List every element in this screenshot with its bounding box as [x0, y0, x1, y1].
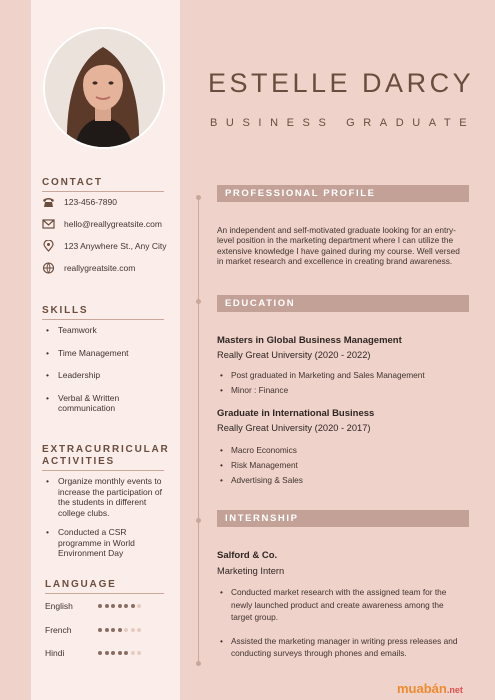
rating-dot	[118, 628, 122, 632]
profile-text: An independent and self-motivated graduate looking for an entry-level position in the marketing department where I can utilize the extensive knowledge I have gained during my course. Well versed in market research and excellence in creating brand awareness.	[217, 225, 460, 267]
degree-point: • Macro Economics	[220, 445, 470, 455]
contact-address	[42, 239, 177, 253]
degree-point: • Advertising & Sales	[220, 475, 470, 485]
skill-item: • Time Management	[46, 348, 166, 359]
language-name: French	[45, 625, 72, 635]
address-text: 123 Anywhere St., Any City	[64, 241, 167, 251]
rating-dot	[131, 604, 135, 608]
rating-dot	[137, 604, 141, 608]
timeline-line	[198, 195, 199, 665]
internship-points	[220, 586, 460, 660]
rating-dot	[118, 604, 122, 608]
language-name: English	[45, 601, 73, 611]
contact-website	[42, 261, 177, 275]
degree-point: • Post graduated in Marketing and Sales Management	[220, 370, 470, 380]
activity-item: • Conducted a CSR programme in World Environment Day	[46, 527, 166, 559]
rating-dot	[131, 628, 135, 632]
language-row	[45, 600, 165, 612]
timeline-dot	[196, 661, 201, 666]
language-row	[45, 624, 165, 636]
degree-school: Really Great University (2020 - 2017)	[217, 423, 371, 433]
phone-text: 123-456-7890	[64, 197, 117, 207]
timeline-dot	[196, 195, 201, 200]
watermark-suffix: .net	[446, 685, 463, 695]
internship-point: • Conducted market research with the assigned team for the newly launched product and create awareness among the target group.	[220, 586, 460, 624]
rating-dot	[98, 651, 102, 655]
timeline-dot	[196, 299, 201, 304]
profile-heading-bar: PROFESSIONAL PROFILE	[217, 185, 469, 202]
email-text: hello@reallygreatsite.com	[64, 219, 162, 229]
degree-points	[220, 370, 470, 395]
degree-title: Graduate in International Business	[217, 408, 375, 419]
language-rating	[98, 628, 141, 632]
globe-icon	[42, 262, 55, 274]
phone-icon	[42, 196, 55, 208]
contact-email	[42, 217, 177, 231]
rating-dot	[124, 628, 128, 632]
activity-item: • Organize monthly events to increase the participation of the students in different college clubs.	[46, 476, 166, 518]
rating-dot	[111, 651, 115, 655]
timeline-dot	[196, 518, 201, 523]
language-row	[45, 647, 165, 659]
rating-dot	[137, 628, 141, 632]
website-text: reallygreatsite.com	[64, 263, 136, 273]
extracurricular-list	[46, 476, 166, 559]
rating-dot	[124, 651, 128, 655]
rating-dot	[131, 651, 135, 655]
skill-item: • Teamwork	[46, 325, 166, 336]
rating-dot	[111, 604, 115, 608]
extracurricular-heading: EXTRACURRICULAR ACTIVITIES	[42, 444, 164, 471]
rating-dot	[124, 604, 128, 608]
watermark-logo	[397, 680, 489, 698]
internship-point: • Assisted the marketing manager in writing press releases and conducting surveys through phones and emails.	[220, 635, 460, 660]
internship-heading-bar: INTERNSHIP	[217, 510, 469, 527]
location-pin-icon	[42, 240, 55, 252]
education-heading-bar: EDUCATION	[217, 295, 469, 312]
skill-item: • Leadership	[46, 370, 166, 381]
company-name: Salford & Co.	[217, 550, 278, 561]
rating-dot	[118, 651, 122, 655]
skill-item: • Verbal & Written communication	[46, 393, 166, 414]
position-title: Marketing Intern	[217, 566, 285, 576]
rating-dot	[105, 604, 109, 608]
profile-photo	[45, 29, 163, 147]
language-name: Hindi	[45, 648, 65, 658]
role-subtitle: BUSINESS GRADUATE	[210, 117, 476, 129]
degree-title: Masters in Global Business Management	[217, 335, 402, 346]
envelope-icon	[42, 218, 55, 230]
language-rating	[98, 651, 141, 655]
language-rating	[98, 604, 141, 608]
degree-points	[220, 445, 470, 485]
language-heading: LANGUAGE	[45, 579, 164, 594]
name-title: ESTELLE DARCY	[208, 68, 475, 98]
rating-dot	[98, 604, 102, 608]
rating-dot	[111, 628, 115, 632]
rating-dot	[137, 651, 141, 655]
skills-list	[46, 325, 166, 414]
contact-phone	[42, 195, 177, 209]
skills-heading: SKILLS	[42, 305, 164, 320]
rating-dot	[98, 628, 102, 632]
rating-dot	[105, 651, 109, 655]
degree-point: • Minor : Finance	[220, 385, 470, 395]
degree-point: • Risk Management	[220, 460, 470, 470]
watermark-main: muabán	[397, 681, 447, 696]
rating-dot	[105, 628, 109, 632]
contact-heading: CONTACT	[42, 177, 164, 192]
degree-school: Really Great University (2020 - 2022)	[217, 350, 371, 360]
